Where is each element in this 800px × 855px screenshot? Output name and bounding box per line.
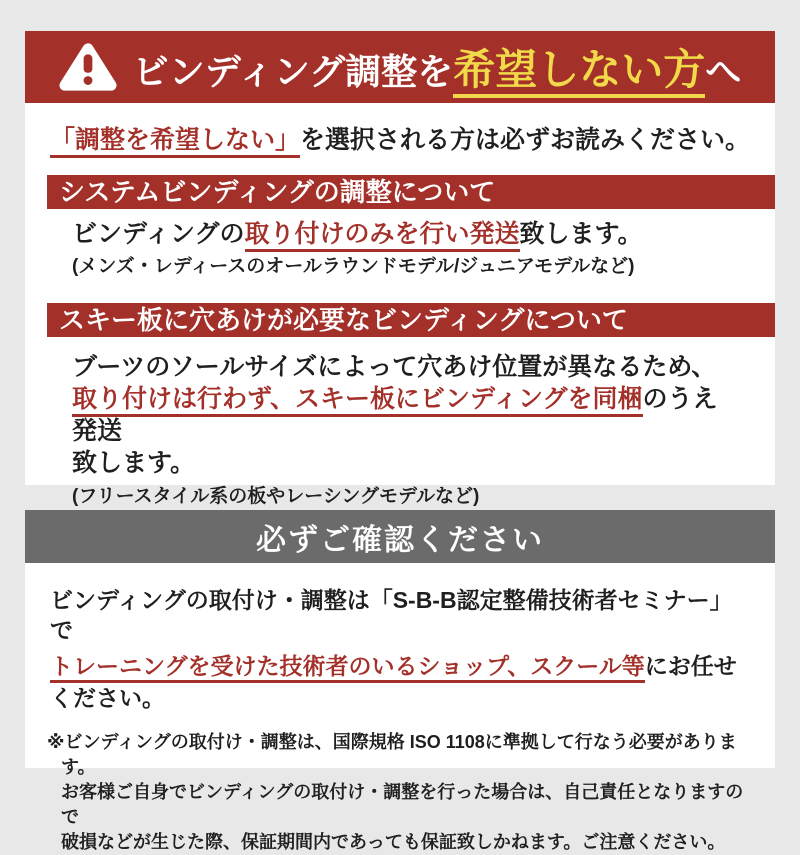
footnote-line1: ※ビンディングの取付け・調整は、国際規格 ISO 1108に準拠して行なう必要があります。 xyxy=(47,732,737,777)
drill-body-highlight: 取り付けは行わず、スキー板にビンディングを同梱 xyxy=(72,385,643,417)
drill-body xyxy=(72,351,728,479)
confirm-line2 xyxy=(50,650,755,714)
drill-note: (フリースタイル系の板やレーシングモデルなど) xyxy=(72,486,480,507)
intro-rest: を選択される方は必ずお読みください。 xyxy=(300,126,751,154)
confirm-line1: ビンディングの取付け・調整は「S-B-B認定整備技術者セミナー」で xyxy=(50,587,733,643)
hero-banner xyxy=(25,31,775,103)
drill-body-line3: 致します。 xyxy=(72,449,196,477)
confirm-panel xyxy=(25,563,775,852)
main-panel xyxy=(25,103,775,507)
confirm-banner: 必ずご確認ください xyxy=(25,510,775,563)
hero-title xyxy=(133,37,741,97)
confirm-line2-highlight: トレーニングを受けた技術者のいるショップ、スクール等 xyxy=(50,653,645,683)
system-body-highlight: 取り付けのみを行い発送 xyxy=(245,220,520,252)
hero-title-suffix: へ xyxy=(705,51,742,92)
footnote xyxy=(47,730,755,855)
system-body-line xyxy=(72,219,775,249)
drill-body-after-highlight: のうえ発送 xyxy=(72,385,718,445)
drill-body-line1: ブーツのソールサイズによって穴あけ位置が異なるため、 xyxy=(72,353,717,381)
system-body-prefix: ビンディングの xyxy=(72,220,245,248)
notice-document xyxy=(25,31,775,852)
section-heading-system: システムビンディングの調整について xyxy=(47,175,775,209)
intro-line xyxy=(25,125,775,155)
confirm-line2-rest: にお任せください。 xyxy=(50,653,737,711)
drill-body-line2 xyxy=(72,383,728,447)
system-body-suffix: 致します。 xyxy=(519,220,643,248)
footnote-line3: 破損などが生じた際、保証期間内であっても保証致しかねます。ご注意ください。 xyxy=(61,832,726,852)
footnote-line2: お客様ご自身でビンディングの取付け・調整を行った場合は、自己責任となりますので xyxy=(61,782,744,827)
system-note: (メンズ・レディースのオールラウンドモデル/ジュニアモデルなど) xyxy=(72,256,635,277)
warning-icon xyxy=(59,41,117,93)
hero-title-prefix: ビンディング調整を xyxy=(132,51,454,92)
intro-highlight: 「調整を希望しない」 xyxy=(50,126,300,158)
section-heading-drill: スキー板に穴あけが必要なビンディングについて xyxy=(47,303,775,337)
hero-title-highlight: 希望しない方 xyxy=(453,46,705,98)
